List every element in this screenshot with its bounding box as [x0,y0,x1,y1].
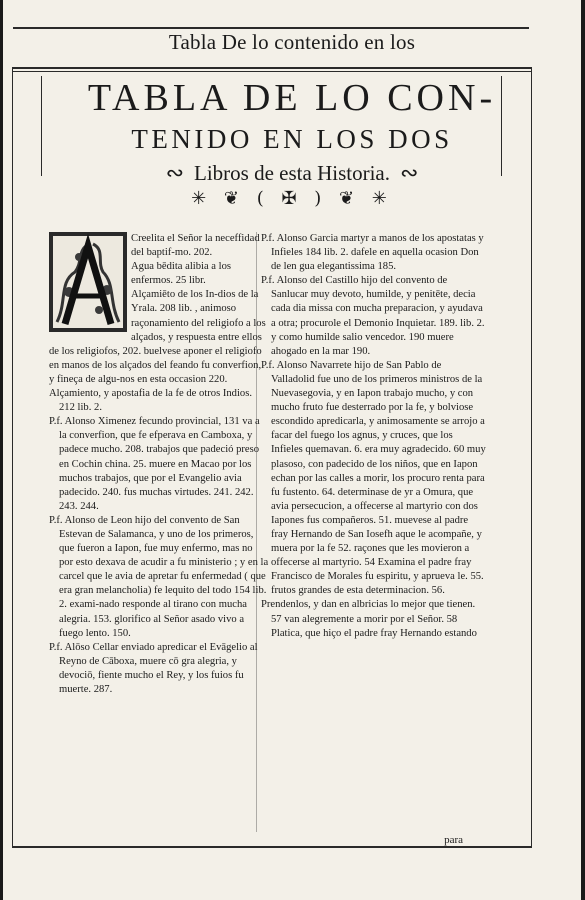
index-entry: P.f. Alonso Ximenez fecundo provincial, 131 va a la converfion, que fe efperava en Camboxa, y padece mucho. 208. trabajos que padeció preso en Cochin china. 25. muere en Macao por los muchos trabajos, que por el Evangelio avia padecido. 240. fus muchas virtudes. 241. 242. 243. 244. [49,416,260,512]
frame-rule-top [12,67,532,69]
catchword: para [444,834,463,846]
column-divider [256,232,257,832]
frame-rule-top-inner [12,71,532,72]
main-title-line-3 [3,160,581,186]
running-title: Tabla De lo contenido en los [168,30,416,54]
index-entry: P.f. Alōso Cellar enviado apredicar el Evāgelio al Reyno de Cāboxa, muere cō gra alegria, y devociō, fiente mucho el Rey, y los fuios fu muerte. 287. [49,641,258,695]
top-rule [13,27,529,29]
flourish-left-icon: ∾ [165,160,185,185]
index-entry: Agua bēdita alibia a los enfermos. 25 libr. [131,261,232,287]
frame-rule-bottom [12,846,532,848]
flourish-right-icon: ∾ [399,160,419,185]
book-page [3,0,581,900]
ornament-row: ✳ ❦ ( ✠ ) ❦ ✳ [191,188,393,209]
index-entry: P.f. Alonso Navarrete hijo de San Pablo de Valladolid fue uno de los primeros ministros de la Nuevasegovia, y en Iapon trabajo mucho, y con mucho fruto fue desterrado por la fe, y bolviose escondido apredicarla, y animosamente se arrojo a facar del fuego los agnus, y cruces, que los Infieles quemavan. 6. era muy agradecido. 60 muy plasoso, con padecido de los niños, que en Iapon echan por las calles a morir, los procuro renta para fu fustento. 64. determinase de yr a Omura, que avia persecucion, a offecerse al martyrio con dos Iapones fus compañeros. 51. muevese al padre fray Hernando de San Iosefh aque le acompañe, y muera por la fe 52. raçones que les movieron a offecerse al martyrio. 54 Examina el padre fray Francisco de Morales fu espiritu, y aprueva le. 55. frutos grandes de esta determinacion. 56. [261,359,486,597]
main-title-line-2: TENIDO EN LOS DOS [131,124,453,154]
index-entry: Alçamiēto de los In-dios de la Yrala. 208 lib. , animoso raçonamiento del religiofo a los alçados, y respuesta entre ellos de los religiofos, 202. buelvese aponer el religiofo en manos de los alçados del feando fu converfion, y fineça de algu-nos en esta occasion 220. [49,289,266,385]
index-entry: Prendenlos, y dan en albricias lo mejor que tienen. 57 van alegremente a morir por el Señor. 58 Platica, que hiço el padre fray Hernando estando [261,599,477,639]
index-column-right [261,232,486,641]
index-entry: P.f. Alonso del Castillo hijo del convento de Sanlucar muy devoto, humilde, y penitēte, decia cada dia missa con mucha preparacion, y ayudava a otra; procurole el Demonio Inquietar. 189. lib. 2. y como humilde salio vencedor. 190 muere ahogado en la mar 190. [261,275,485,357]
index-entry: Alçamiento, y apostafia de la fe de otros Indios. 212 lib. 2. [49,388,252,414]
index-entry: P.f. Alonso Garcia martyr a manos de los apostatas y Infieles 184 lib. 2. dafele en aquella ocasion Don de len gua elegantissima 185. [261,233,484,273]
decorated-initial [49,232,127,332]
index-entry: P.f. Alonso de Leon hijo del convento de San Estevan de Salamanca, y uno de los primeros, que fueron a Iapon, fue muy enfermo, mas no por esto dexava de acudir a fu ministerio ; y en la carcel que le avia de apretar fu enfermedad ( que era gran melancholia) fe lequito del todo 154 lib. 2. exami-nado responde al tirano con mucha alegria. 153. glorifico al Señor asado vivo a fuego lento. 150. [49,514,269,639]
subtitle-text: Libros de esta Historia. [194,161,390,185]
index-entry: Creelita el Señor la neceffidad del baptif-mo. 202. [131,233,260,259]
main-title-line-1: TABLA DE LO CON- [87,77,497,119]
index-column-left [49,232,269,697]
decorated-initial-icon [49,232,127,332]
